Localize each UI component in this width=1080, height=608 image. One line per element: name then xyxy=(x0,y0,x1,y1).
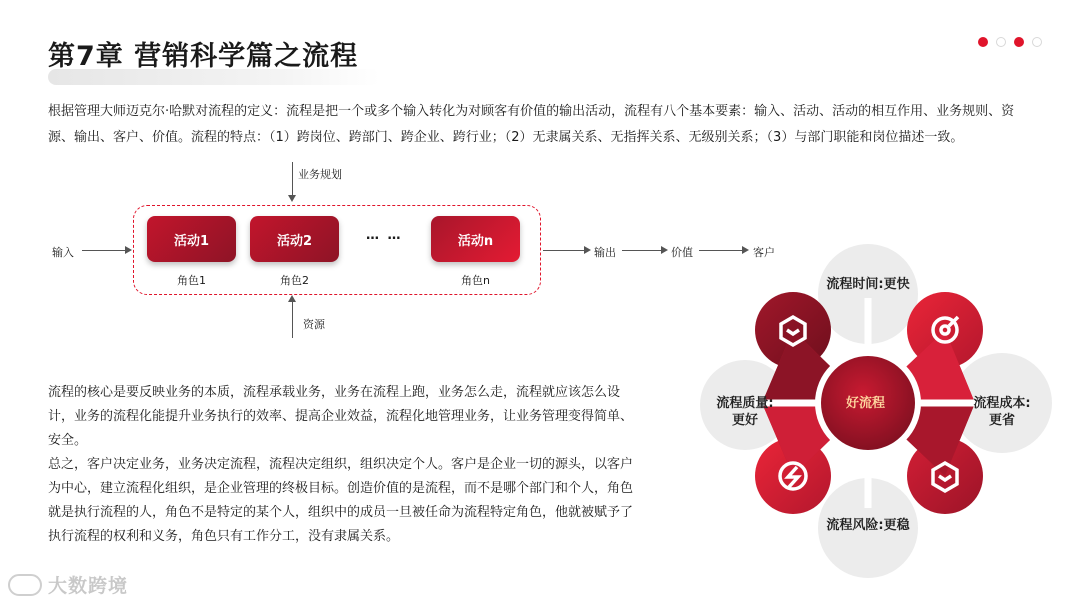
page-indicator xyxy=(978,37,1042,47)
page-dot xyxy=(996,37,1006,47)
logo-icon xyxy=(8,574,42,596)
arrow-line xyxy=(292,162,293,196)
flow-value-label: 价值 xyxy=(671,246,693,259)
body-paragraph-1: 流程的核心是要反映业务的本质，流程承载业务，业务在流程上跑，业务怎么走，流程就应该怎么设计，业务的流程化能提升业务执行的效率、提高企业效益，流程化地管理业务，让业务管理变得简单、安全。 xyxy=(48,385,634,448)
body-paragraph-2: 总之，客户决定业务，业务决定流程，流程决定组织，组织决定个人。客户是企业一切的源头，以客户为中心，建立流程化组织，是企业管理的终极目标。创造价值的是流程，而不是哪个部门和个人，角色就是执行流程的人，角色不是特定的某个人，组织中的成员一旦被任命为流程特定角色，他就被赋予了执行流程的权利和义务，角色只有工作分工，没有隶属关系。 xyxy=(48,457,634,544)
arrow-head xyxy=(661,246,668,254)
flow-input-label: 输入 xyxy=(52,246,74,259)
page-title: 第7章 营销科学篇之流程 xyxy=(48,41,359,72)
arrow-line xyxy=(622,250,662,251)
intro-paragraph: 根据管理大师迈克尔·哈默对流程的定义：流程是把一个或多个输入转化为对顾客有价值的输出活动，流程有八个基本要素：输入、活动、活动的相互作用、业务规则、资源、输出、客户、价值。流程的特点：（1）跨岗位、跨部门、跨企业、跨行业；（2）无隶属关系、无指挥关系、无级别关系；（3）与部门职能和岗位描述一致。 xyxy=(48,104,1015,145)
activity-box-2: 活动2 xyxy=(250,216,339,262)
arrow-head xyxy=(125,246,132,254)
quality-time-label: 流程时间:更快 xyxy=(826,277,910,292)
watermark-text: 大数跨境 xyxy=(48,575,129,597)
risk-label: 流程风险:更稳 xyxy=(826,518,910,533)
quality-label: 流程质量: 更好 xyxy=(716,396,774,428)
process-flow-diagram xyxy=(0,160,800,340)
flow-customer-label: 客户 xyxy=(753,246,775,259)
flow-top-label: 业务规划 xyxy=(298,168,342,181)
body-text xyxy=(48,381,638,549)
arrow-head xyxy=(584,246,591,254)
arrow-line xyxy=(292,302,293,338)
role-label-n: 角色n xyxy=(461,274,490,287)
page-dot xyxy=(1032,37,1042,47)
activity-box-1: 活动1 xyxy=(147,216,236,262)
role-label-1: 角色1 xyxy=(177,274,206,287)
activity-box-n: 活动n xyxy=(431,216,520,262)
page-dot xyxy=(978,37,988,47)
activity-ellipsis: … … xyxy=(366,228,403,243)
arrow-line xyxy=(543,250,585,251)
center-label: 好流程 xyxy=(846,396,886,411)
page-dot xyxy=(1014,37,1024,47)
good-process-wheel xyxy=(700,238,1060,598)
cost-label: 流程成本: 更省 xyxy=(973,396,1031,428)
watermark xyxy=(8,571,128,598)
flow-output-label: 输出 xyxy=(594,246,616,259)
role-label-2: 角色2 xyxy=(280,274,309,287)
arrow-line xyxy=(82,250,126,251)
flow-bottom-label: 资源 xyxy=(303,318,325,331)
arrow-head xyxy=(288,295,296,302)
arrow-head xyxy=(288,195,296,202)
